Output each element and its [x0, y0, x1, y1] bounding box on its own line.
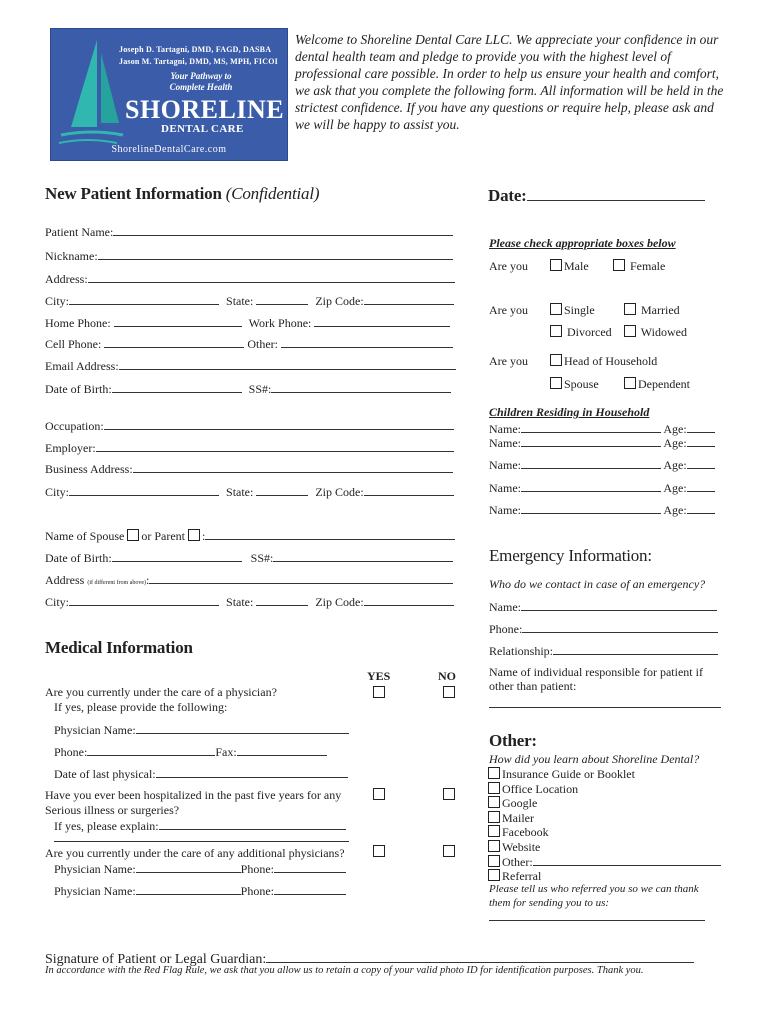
- add-physician-phone-label: Phone:: [240, 862, 274, 876]
- welcome-message: Welcome to Shoreline Dental Care LLC. We appreciate your confidence in our dental health team and pledge to provide you with the highest level of professional care possible. In order to help us ensure your health and comfort, we ask that you complete the following form. All information will be held in the strictest confidence. If you have any questions or require help, please ask and we will be happy to assist you.: [295, 32, 724, 132]
- child-row: [489, 502, 715, 517]
- q1-yes-checkbox[interactable]: [373, 686, 385, 698]
- child-age-label: Age:: [663, 503, 687, 517]
- check-boxes-heading: Please check appropriate boxes below: [489, 236, 676, 250]
- emergency-phone-field[interactable]: [489, 621, 718, 636]
- no-column-header: NO: [438, 669, 456, 683]
- phone-row: [45, 315, 450, 330]
- responsible-party-label: Name of individual responsible for patient if other than patient:: [489, 665, 703, 693]
- last-physical-field[interactable]: [54, 766, 348, 781]
- child-name-line[interactable]: [521, 435, 661, 447]
- patient-name-line[interactable]: [113, 224, 453, 236]
- website-label: Website: [502, 840, 541, 854]
- dependent-label: Dependent: [638, 377, 690, 391]
- q1-no-checkbox[interactable]: [443, 686, 455, 698]
- male-option[interactable]: [550, 259, 589, 273]
- source-option-office[interactable]: [488, 782, 578, 796]
- nickname-line[interactable]: [98, 248, 453, 260]
- single-option[interactable]: [550, 303, 595, 317]
- relationship-line[interactable]: [553, 643, 718, 655]
- household-spouse-checkbox[interactable]: [550, 377, 562, 389]
- red-flag-notice: In accordance with the Red Flag Rule, we ask that you allow us to retain a copy of your valid photo ID for identification purposes. Thank you.: [45, 965, 644, 976]
- facebook-label: Facebook: [502, 825, 549, 839]
- child-row: [489, 435, 715, 450]
- spouse-city-label: City:: [45, 595, 70, 609]
- state-line[interactable]: [256, 293, 308, 305]
- physician-fax-label: Fax:: [215, 745, 237, 759]
- relationship-field[interactable]: [489, 643, 718, 658]
- doctor-1: Joseph D. Tartagni, DMD, FAGD, DASBA: [119, 45, 272, 54]
- confidential-note: (Confidential): [225, 184, 320, 203]
- business-address-label: Business Address:: [45, 462, 133, 476]
- city-label: City:: [45, 294, 70, 308]
- google-label: Google: [502, 796, 538, 810]
- child-name-label: Name:: [489, 481, 521, 495]
- child-age-line[interactable]: [687, 435, 715, 447]
- source-option-other[interactable]: [488, 854, 721, 869]
- spouse-ss-label: SS#:: [250, 551, 274, 565]
- date-field[interactable]: [488, 184, 705, 206]
- physician-name-label: Physician Name:: [54, 723, 136, 737]
- spouse-dob-row: [45, 550, 453, 565]
- single-label: Single: [564, 303, 595, 317]
- child-name-line[interactable]: [521, 421, 661, 433]
- address-label: Address:: [45, 272, 88, 286]
- occupation-label: Occupation:: [45, 419, 104, 433]
- ss-line[interactable]: [271, 381, 451, 393]
- child-age-label: Age:: [663, 436, 687, 450]
- business-city-line[interactable]: [69, 484, 219, 496]
- patient-name-field[interactable]: [45, 224, 453, 239]
- mailer-checkbox[interactable]: [488, 811, 500, 823]
- add-physician-name-label: Physician Name:: [54, 862, 136, 876]
- signature-label: Signature of Patient or Legal Guardian:: [45, 952, 267, 967]
- spouse-dob-label: Date of Birth:: [45, 551, 112, 565]
- spouse-city-row: [45, 594, 454, 609]
- date-label: Date:: [488, 186, 527, 205]
- spouse-zip-line[interactable]: [364, 594, 454, 606]
- q1-text: Are you currently under the care of a physician?: [45, 685, 277, 699]
- zip-line[interactable]: [364, 293, 454, 305]
- male-label: Male: [564, 259, 589, 273]
- insurance-label: Insurance Guide or Booklet: [502, 767, 635, 781]
- q2-explain-label: If yes, please explain:: [54, 819, 159, 833]
- patient-heading-text: New Patient Information: [45, 184, 222, 203]
- source-option-mailer[interactable]: [488, 811, 534, 825]
- physician-phone-label: Phone:: [54, 745, 88, 759]
- spouse-dob-line[interactable]: [112, 550, 242, 562]
- business-zip-label: Zip Code:: [315, 485, 364, 499]
- married-label: Married: [641, 303, 680, 317]
- brand-name: SHORELINE: [125, 95, 285, 124]
- employer-field[interactable]: [45, 440, 454, 455]
- email-line[interactable]: [119, 358, 456, 370]
- other-phone-label: Other:: [247, 337, 278, 351]
- website-url: ShorelineDentalCare.com: [111, 144, 227, 155]
- spouse-option[interactable]: [550, 377, 599, 391]
- referral-line[interactable]: [489, 920, 705, 921]
- divorced-label: Divorced: [567, 325, 612, 339]
- child-name-label: Name:: [489, 503, 521, 517]
- add-physician-phone-label: Phone:: [240, 884, 274, 898]
- physician-phone-line[interactable]: [87, 744, 215, 756]
- child-age-label: Age:: [663, 481, 687, 495]
- spouse-state-label: State:: [226, 595, 254, 609]
- child-row: [489, 457, 715, 472]
- logo-tagline: [131, 71, 271, 93]
- child-age-line[interactable]: [687, 480, 715, 492]
- source-option-referral[interactable]: [488, 869, 541, 883]
- child-name-label: Name:: [489, 422, 521, 436]
- website-checkbox[interactable]: [488, 840, 500, 852]
- add-physician-row: [54, 861, 346, 876]
- head-checkbox[interactable]: [550, 354, 562, 366]
- dependent-option[interactable]: [624, 377, 690, 391]
- city-line[interactable]: [69, 293, 219, 305]
- brand-subtitle: DENTAL CARE: [161, 123, 244, 135]
- business-state-line[interactable]: [256, 484, 308, 496]
- child-name-line[interactable]: [521, 457, 661, 469]
- female-label: Female: [630, 259, 666, 273]
- married-option[interactable]: [624, 303, 680, 317]
- emergency-name-field[interactable]: [489, 599, 717, 614]
- add-physician-phone-line[interactable]: [274, 861, 346, 873]
- occupation-field[interactable]: [45, 418, 454, 433]
- physician-name-field[interactable]: [54, 722, 349, 737]
- business-city-row: [45, 484, 454, 499]
- office-label: Office Location: [502, 782, 579, 796]
- employer-label: Employer:: [45, 441, 96, 455]
- are-you-gender-label: Are you: [489, 259, 528, 273]
- address-diff-note: (if different from above): [87, 580, 147, 586]
- emergency-heading: Emergency Information:: [489, 546, 652, 565]
- q2-text-line-2: Serious illness or surgeries?: [45, 803, 180, 817]
- dependent-checkbox[interactable]: [624, 377, 636, 389]
- spouse-checkbox[interactable]: [127, 529, 139, 541]
- tagline-line-2: Complete Health: [169, 82, 233, 92]
- nickname-label: Nickname:: [45, 249, 98, 263]
- add-physician-phone-line[interactable]: [274, 883, 346, 895]
- female-checkbox[interactable]: [613, 259, 625, 271]
- spouse-address-line[interactable]: [149, 572, 453, 584]
- patient-name-label: Patient Name:: [45, 225, 114, 239]
- doctor-2: Jason M. Tartagni, DMD, MS, MPH, FICOI: [119, 57, 278, 66]
- spouse-city-line[interactable]: [69, 594, 219, 606]
- q1-subtext: If yes, please provide the following:: [54, 700, 228, 714]
- responsible-party-line[interactable]: [489, 706, 721, 708]
- facebook-checkbox[interactable]: [488, 825, 500, 837]
- q2-yes-checkbox[interactable]: [373, 788, 385, 800]
- zip-label: Zip Code:: [315, 294, 364, 308]
- widowed-option[interactable]: [624, 325, 687, 339]
- sailboat-icon: [57, 35, 127, 145]
- q3-no-checkbox[interactable]: [443, 845, 455, 857]
- relationship-label: Relationship:: [489, 644, 553, 658]
- married-checkbox[interactable]: [624, 303, 636, 315]
- referral-checkbox[interactable]: [488, 869, 500, 881]
- spouse-state-line[interactable]: [256, 594, 308, 606]
- child-name-line[interactable]: [521, 502, 661, 514]
- child-row: [489, 480, 715, 495]
- add-physician-row: [54, 883, 346, 898]
- address-line[interactable]: [88, 271, 455, 283]
- email-field[interactable]: [45, 358, 456, 373]
- business-zip-line[interactable]: [364, 484, 454, 496]
- dob-label: Date of Birth:: [45, 382, 112, 396]
- work-phone-label: Work Phone:: [248, 316, 312, 330]
- employer-line[interactable]: [96, 440, 454, 452]
- child-name-label: Name:: [489, 436, 521, 450]
- child-row: [489, 421, 715, 436]
- shoreline-logo: [50, 28, 288, 161]
- widowed-checkbox[interactable]: [624, 325, 636, 337]
- spouse-label: Name of Spouse: [45, 529, 125, 543]
- physician-fax-line[interactable]: [237, 744, 327, 756]
- referral-note: Please tell us who referred you so we can thank them for sending you to us:: [489, 883, 699, 909]
- work-phone-line[interactable]: [314, 315, 450, 327]
- child-name-label: Name:: [489, 458, 521, 472]
- other-source-line[interactable]: [533, 854, 721, 866]
- last-physical-label: Date of last physical:: [54, 767, 156, 781]
- child-age-label: Age:: [663, 458, 687, 472]
- office-checkbox[interactable]: [488, 782, 500, 794]
- q2-no-checkbox[interactable]: [443, 788, 455, 800]
- q3-text: Are you currently under the care of any additional physicians?: [45, 846, 345, 860]
- parent-label: or Parent: [141, 529, 185, 543]
- insurance-checkbox[interactable]: [488, 767, 500, 779]
- other-source-label: Other:: [502, 855, 533, 869]
- are-you-household-label: Are you: [489, 354, 528, 368]
- emergency-phone-line[interactable]: [522, 621, 718, 633]
- yes-column-header: YES: [367, 669, 391, 683]
- dob-line[interactable]: [112, 381, 242, 393]
- spouse-address-label: Address: [45, 573, 85, 587]
- business-state-label: State:: [226, 485, 254, 499]
- children-heading: Children Residing in Household: [489, 405, 650, 419]
- child-age-line[interactable]: [687, 502, 715, 514]
- emergency-phone-label: Phone:: [489, 622, 523, 636]
- home-phone-line[interactable]: [114, 315, 242, 327]
- nickname-field[interactable]: [45, 248, 453, 263]
- widowed-label: Widowed: [640, 325, 687, 339]
- spouse-ss-line[interactable]: [273, 550, 453, 562]
- parent-checkbox[interactable]: [188, 529, 200, 541]
- spouse-parent-field: Name of Spouse or Parent :: [45, 528, 455, 543]
- female-option[interactable]: [613, 259, 665, 273]
- address-field[interactable]: [45, 271, 455, 286]
- source-option-google[interactable]: [488, 796, 537, 810]
- spouse-zip-label: Zip Code:: [315, 595, 364, 609]
- other-question: How did you learn about Shoreline Dental?: [489, 752, 700, 766]
- q2-explain-line[interactable]: [159, 818, 346, 830]
- q2-explain-line-2[interactable]: [54, 841, 349, 842]
- business-city-label: City:: [45, 485, 70, 499]
- are-you-marital-label: Are you: [489, 303, 528, 317]
- source-option-website[interactable]: [488, 840, 540, 854]
- child-age-label: Age:: [663, 422, 687, 436]
- add-physician-name-line[interactable]: [136, 883, 241, 895]
- home-phone-label: Home Phone:: [45, 316, 111, 330]
- source-option-facebook[interactable]: [488, 825, 549, 839]
- cell-phone-label: Cell Phone:: [45, 337, 102, 351]
- other-source-checkbox[interactable]: [488, 855, 500, 867]
- mailer-label: Mailer: [502, 811, 534, 825]
- occupation-line[interactable]: [104, 418, 454, 430]
- divorced-checkbox[interactable]: [550, 325, 562, 337]
- emergency-name-line[interactable]: [521, 599, 717, 611]
- emergency-question: Who do we contact in case of an emergency?: [489, 577, 706, 591]
- head-label: Head of Household: [564, 354, 658, 368]
- date-line[interactable]: [527, 184, 705, 201]
- q2-text-line-1: Have you ever been hospitalized in the past five years for any: [45, 788, 342, 802]
- spouse-parent-line[interactable]: [205, 528, 455, 540]
- email-label: Email Address:: [45, 359, 119, 373]
- business-address-field[interactable]: [45, 461, 453, 476]
- ss-label: SS#:: [248, 382, 272, 396]
- cell-other-row: [45, 336, 453, 351]
- city-state-zip-row: [45, 293, 454, 308]
- spouse-address-field[interactable]: Address (if different from above):: [45, 572, 453, 590]
- male-checkbox[interactable]: [550, 259, 562, 271]
- add-physician-name-label: Physician Name:: [54, 884, 136, 898]
- cell-phone-line[interactable]: [104, 336, 244, 348]
- physician-name-line[interactable]: [136, 722, 349, 734]
- patient-info-heading: [45, 184, 319, 204]
- dob-ss-row: [45, 381, 451, 396]
- last-physical-line[interactable]: [156, 766, 348, 778]
- divorced-option[interactable]: [550, 325, 612, 339]
- medical-heading: Medical Information: [45, 638, 193, 657]
- child-name-line[interactable]: [521, 480, 661, 492]
- google-checkbox[interactable]: [488, 796, 500, 808]
- signature-line[interactable]: [266, 949, 694, 963]
- child-age-line[interactable]: [687, 421, 715, 433]
- business-address-line[interactable]: [133, 461, 453, 473]
- source-option-insurance[interactable]: [488, 767, 635, 781]
- q2-explain-field[interactable]: [54, 818, 346, 833]
- physician-phone-fax-row: [54, 744, 327, 759]
- q3-yes-checkbox[interactable]: [373, 845, 385, 857]
- head-option[interactable]: [550, 354, 657, 368]
- household-spouse-label: Spouse: [564, 377, 599, 391]
- other-phone-line[interactable]: [281, 336, 453, 348]
- tagline-line-1: Your Pathway to: [170, 71, 232, 81]
- single-checkbox[interactable]: [550, 303, 562, 315]
- add-physician-name-line[interactable]: [136, 861, 241, 873]
- referral-label: Referral: [502, 869, 542, 883]
- child-age-line[interactable]: [687, 457, 715, 469]
- state-label: State:: [226, 294, 254, 308]
- other-heading: Other:: [489, 731, 537, 750]
- emergency-name-label: Name:: [489, 600, 521, 614]
